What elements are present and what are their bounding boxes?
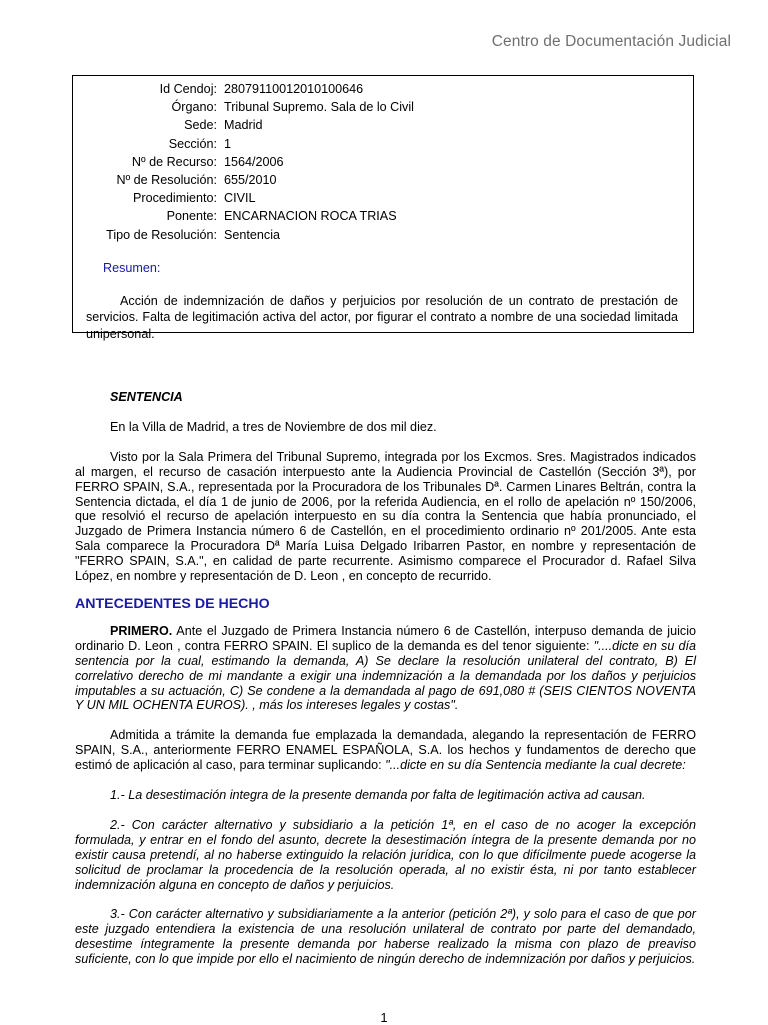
petition-item-1: 1.- La desestimación integra de la presente demanda por falta de legitimación activa ad causan. — [110, 788, 646, 803]
intro-date-paragraph: En la Villa de Madrid, a tres de Noviembre de dos mil diez. — [110, 419, 437, 434]
meta-label: Nº de Recurso: — [131, 154, 217, 169]
primero-paragraph — [75, 624, 696, 713]
primero-quote: "....dicte en su día sentencia por la cual, estimando la demanda, A) Se declare la resolución unilateral del contrato, B) El correlativo derecho de mi mandante a exigir una indemnización a la demandada por los daños y perjuicios imputables a su actuación, C) Se condene a la demandada al pago de 691,080 # (SEIS CIENTOS NOVENTA Y UN MIL OCHENTA EUROS). , más los intereses legales y costas". — [75, 638, 696, 713]
meta-value: Madrid — [224, 118, 263, 133]
meta-label: Id Cendoj: — [159, 82, 217, 96]
admitida-text: Admitida a trámite la demanda fue emplazada la demandada, alegando la representación de FERRO SPAIN, S.A., anteriormente FERRO ENAMEL ESPAÑOLA, S.A. los hechos y fundamentos de derecho que estimó de aplicación al caso, para terminar suplicando: — [75, 728, 696, 773]
meta-label: Procedimiento: — [133, 191, 217, 206]
resumen-text: Acción de indemnización de daños y perjuicios por resolución de un contrato de prestación de servicios. Falta de legitimación activa del actor, por figurar el contrato a nombre de una sociedad limitada unipersonal. — [86, 293, 678, 341]
petition-item-3: 3.- Con carácter alternativo y subsidiariamente a la anterior (petición 2ª), y solo para el caso de que por este juzgado entendiera la existencia de una resolución unilateral de contrato por parte del demandado, desestime íntegramente la presente demanda por haberse realizado la misma con plazo de preaviso suficiente, con lo que impide por ello el nacimiento de ningún derecho de indemnización por daños y perjuicios. — [75, 907, 696, 967]
meta-label: Sección: — [168, 136, 217, 151]
petition-item-2: 2.- Con carácter alternativo y subsidiario a la petición 1ª, en el caso de no acoger la excepción formulada, y entrar en el fondo del asunto, decrete la desestimación íntegra de la presente demanda por no existir causa pretendí, al no haberse extinguido la relación jurídica, con lo que difícilmente puede acogerse la solicitud de proclamar la procedencia de la resolución operada, al no existir ésta, ni por tanto establecer indemnización alguna en concepto de daños y perjuicios. — [75, 817, 696, 892]
admitida-quote: "...dicte en su día Sentencia mediante la cual decrete: — [385, 758, 686, 773]
meta-label: Ponente: — [166, 209, 217, 224]
resumen-title: Resumen: — [103, 261, 161, 275]
sentencia-title: SENTENCIA — [110, 390, 183, 404]
primero-label: PRIMERO. — [110, 623, 173, 638]
meta-value: ENCARNACION ROCA TRIAS — [224, 209, 397, 224]
visto-paragraph: Visto por la Sala Primera del Tribunal Supremo, integrada por los Excmos. Sres. Magistrados indicados al margen, el recurso de casación interpuesto ante la Audiencia Provincial de Castellón (Sección 3ª), por FERRO SPAIN, S.A., representada por la Procuradora de los Tribunales Dª. Carmen Linares Beltrán, contra la Sentencia dictada, el día 1 de junio de 2006, por la referida Audiencia, en el rollo de apelación nº 150/2006, que resolvió el recurso de apelación interpuesto en su día contra la Sentencia que había pronunciado, el Juzgado de Primera Instancia número 6 de Castellón, en el procedimiento ordinario nº 201/2005. Ante esta Sala comparece la Procuradora Dª María Luisa Delgado Iribarren Pastor, en nombre y representación de "FERRO SPAIN, S.A.", en calidad de parte recurrente. Asimismo comparece el Procurador d. Rafael Silva López, en nombre y representación de D. Leon , en concepto de recurrido. — [75, 449, 696, 584]
page-number: 1 — [380, 1010, 388, 1025]
document-source-header: Centro de Documentación Judicial — [491, 33, 731, 50]
meta-label: Tipo de Resolución: — [106, 227, 217, 242]
meta-value: Sentencia — [224, 227, 281, 242]
meta-value: 1564/2006 — [224, 154, 284, 169]
meta-label: Órgano: — [171, 100, 217, 115]
meta-value: CIVIL — [224, 191, 256, 206]
meta-value: Tribunal Supremo. Sala de lo Civil — [224, 100, 414, 115]
metadata-box — [72, 75, 694, 341]
section-heading-antecedentes: ANTECEDENTES DE HECHO — [75, 595, 270, 612]
primero-text: Ante el Juzgado de Primera Instancia número 6 de Castellón, interpuso demanda de juicio ordinario D. Leon , contra FERRO SPAIN. El suplico de la demanda es del tenor siguiente: — [75, 623, 696, 653]
admitida-paragraph — [75, 728, 696, 773]
meta-value: 28079110012010100646 — [224, 82, 364, 96]
meta-label: Sede: — [184, 118, 217, 133]
document-body — [75, 390, 696, 967]
meta-value: 1 — [224, 136, 232, 151]
meta-value: 655/2010 — [224, 172, 277, 187]
meta-label: Nº de Resolución: — [116, 172, 217, 187]
